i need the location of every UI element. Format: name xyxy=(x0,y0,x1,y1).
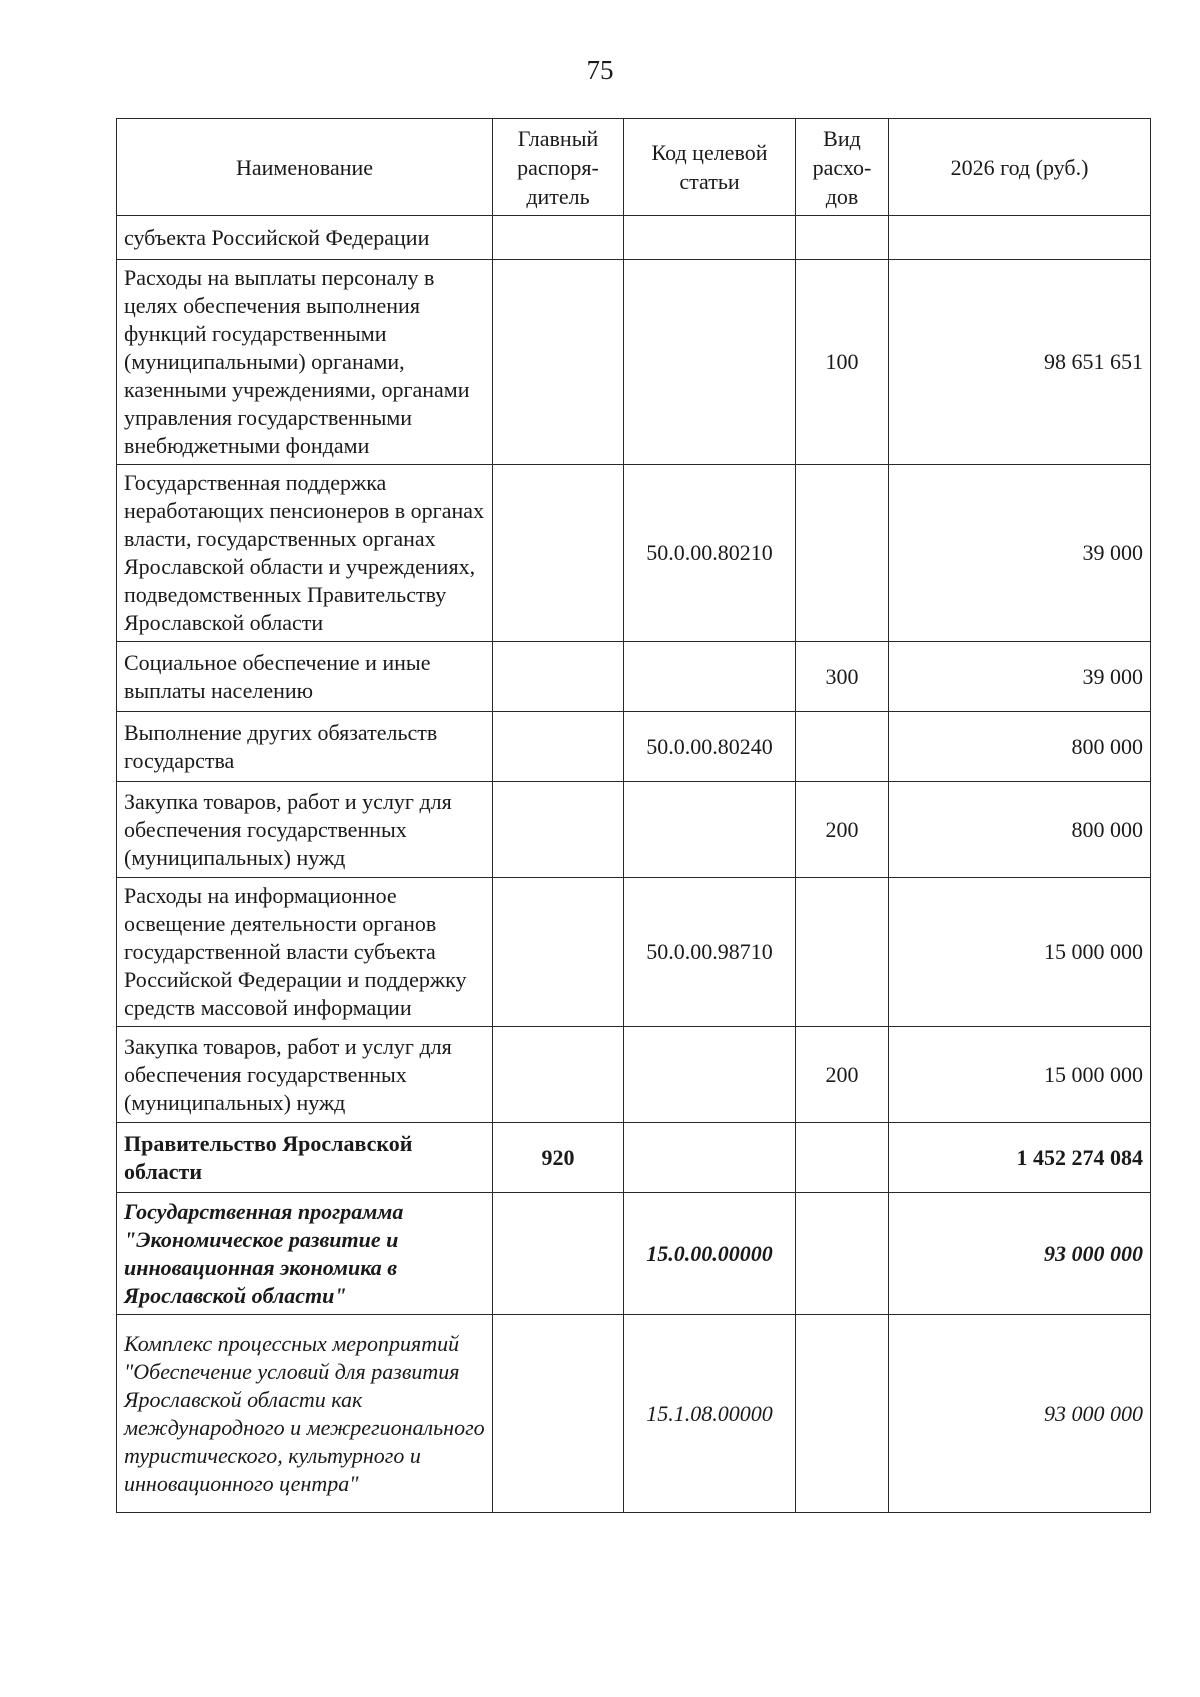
row-amount-cell: 39 000 xyxy=(889,465,1151,642)
row-amount-cell: 15 000 000 xyxy=(889,878,1151,1027)
row-admin-cell xyxy=(493,1027,624,1123)
row-code-cell: 50.0.00.80240 xyxy=(624,712,796,782)
row-type-cell xyxy=(796,712,889,782)
row-code-cell xyxy=(624,260,796,465)
table-header-row xyxy=(117,119,1151,216)
table-row xyxy=(117,1193,1151,1315)
row-admin-cell xyxy=(493,712,624,782)
row-amount-cell: 93 000 000 xyxy=(889,1193,1151,1315)
table-row xyxy=(117,465,1151,642)
row-name-cell: Выполнение других обязательств государства xyxy=(117,712,493,782)
header-code: Код целевой статьи xyxy=(624,119,796,216)
row-type-cell xyxy=(796,1193,889,1315)
row-name-cell: Комплекс процессных мероприятий "Обеспечение условий для развития Ярославской области как международного и межрегионального туристического, культурного и инновационного центра" xyxy=(117,1315,493,1513)
row-amount-cell: 39 000 xyxy=(889,642,1151,712)
row-name-cell: Государственная программа "Экономическое развитие и инновационная экономика в Ярославской области" xyxy=(117,1193,493,1315)
row-admin-cell xyxy=(493,1193,624,1315)
table-row xyxy=(117,642,1151,712)
row-code-cell xyxy=(624,1123,796,1193)
row-type-cell: 300 xyxy=(796,642,889,712)
row-type-cell xyxy=(796,878,889,1027)
header-type: Вид расхо-дов xyxy=(796,119,889,216)
header-year: 2026 год (руб.) xyxy=(889,119,1151,216)
table-row xyxy=(117,1123,1151,1193)
row-code-cell xyxy=(624,1027,796,1123)
row-type-cell: 200 xyxy=(796,1027,889,1123)
row-code-cell: 15.0.00.00000 xyxy=(624,1193,796,1315)
row-admin-cell xyxy=(493,260,624,465)
row-code-cell xyxy=(624,782,796,878)
row-code-cell: 15.1.08.00000 xyxy=(624,1315,796,1513)
header-admin: Главный распоря-дитель xyxy=(493,119,624,216)
table-row xyxy=(117,782,1151,878)
row-amount-cell xyxy=(889,216,1151,260)
row-amount-cell: 93 000 000 xyxy=(889,1315,1151,1513)
row-code-cell xyxy=(624,216,796,260)
row-amount-cell: 15 000 000 xyxy=(889,1027,1151,1123)
row-type-cell: 200 xyxy=(796,782,889,878)
row-name-cell: Закупка товаров, работ и услуг для обеспечения государственных (муниципальных) нужд xyxy=(117,1027,493,1123)
row-name-cell: Социальное обеспечение и иные выплаты населению xyxy=(117,642,493,712)
row-amount-cell: 800 000 xyxy=(889,782,1151,878)
row-code-cell: 50.0.00.80210 xyxy=(624,465,796,642)
row-amount-cell: 1 452 274 084 xyxy=(889,1123,1151,1193)
row-name-cell: субъекта Российской Федерации xyxy=(117,216,493,260)
table-row xyxy=(117,712,1151,782)
row-name-cell: Расходы на информационное освещение деятельности органов государственной власти субъекта Российской Федерации и поддержку средств массовой информации xyxy=(117,878,493,1027)
row-name-cell: Государственная поддержка неработающих пенсионеров в органах власти, государственных органах Ярославской области и учреждениях, подведомственных Правительству Ярославской области xyxy=(117,465,493,642)
row-name-cell: Расходы на выплаты персоналу в целях обеспечения выполнения функций государственными (муниципальными) органами, казенными учреждениями, органами управления государственными внебюджетными фондами xyxy=(117,260,493,465)
row-admin-cell xyxy=(493,465,624,642)
table-row xyxy=(117,1027,1151,1123)
row-name-cell: Закупка товаров, работ и услуг для обеспечения государственных (муниципальных) нужд xyxy=(117,782,493,878)
row-admin-cell xyxy=(493,782,624,878)
table-row xyxy=(117,878,1151,1027)
budget-table xyxy=(116,118,1151,1513)
row-amount-cell: 98 651 651 xyxy=(889,260,1151,465)
row-code-cell: 50.0.00.98710 xyxy=(624,878,796,1027)
row-admin-cell xyxy=(493,878,624,1027)
row-admin-cell: 920 xyxy=(493,1123,624,1193)
table-row xyxy=(117,260,1151,465)
page-number: 75 xyxy=(586,55,614,85)
row-type-cell xyxy=(796,1315,889,1513)
row-amount-cell: 800 000 xyxy=(889,712,1151,782)
table-row xyxy=(117,1315,1151,1513)
table-body xyxy=(117,216,1151,1513)
header-name: Наименование xyxy=(117,119,493,216)
row-admin-cell xyxy=(493,1315,624,1513)
row-admin-cell xyxy=(493,642,624,712)
row-code-cell xyxy=(624,642,796,712)
row-type-cell xyxy=(796,1123,889,1193)
row-admin-cell xyxy=(493,216,624,260)
row-type-cell: 100 xyxy=(796,260,889,465)
table-row xyxy=(117,216,1151,260)
row-type-cell xyxy=(796,216,889,260)
row-type-cell xyxy=(796,465,889,642)
row-name-cell: Правительство Ярославской области xyxy=(117,1123,493,1193)
